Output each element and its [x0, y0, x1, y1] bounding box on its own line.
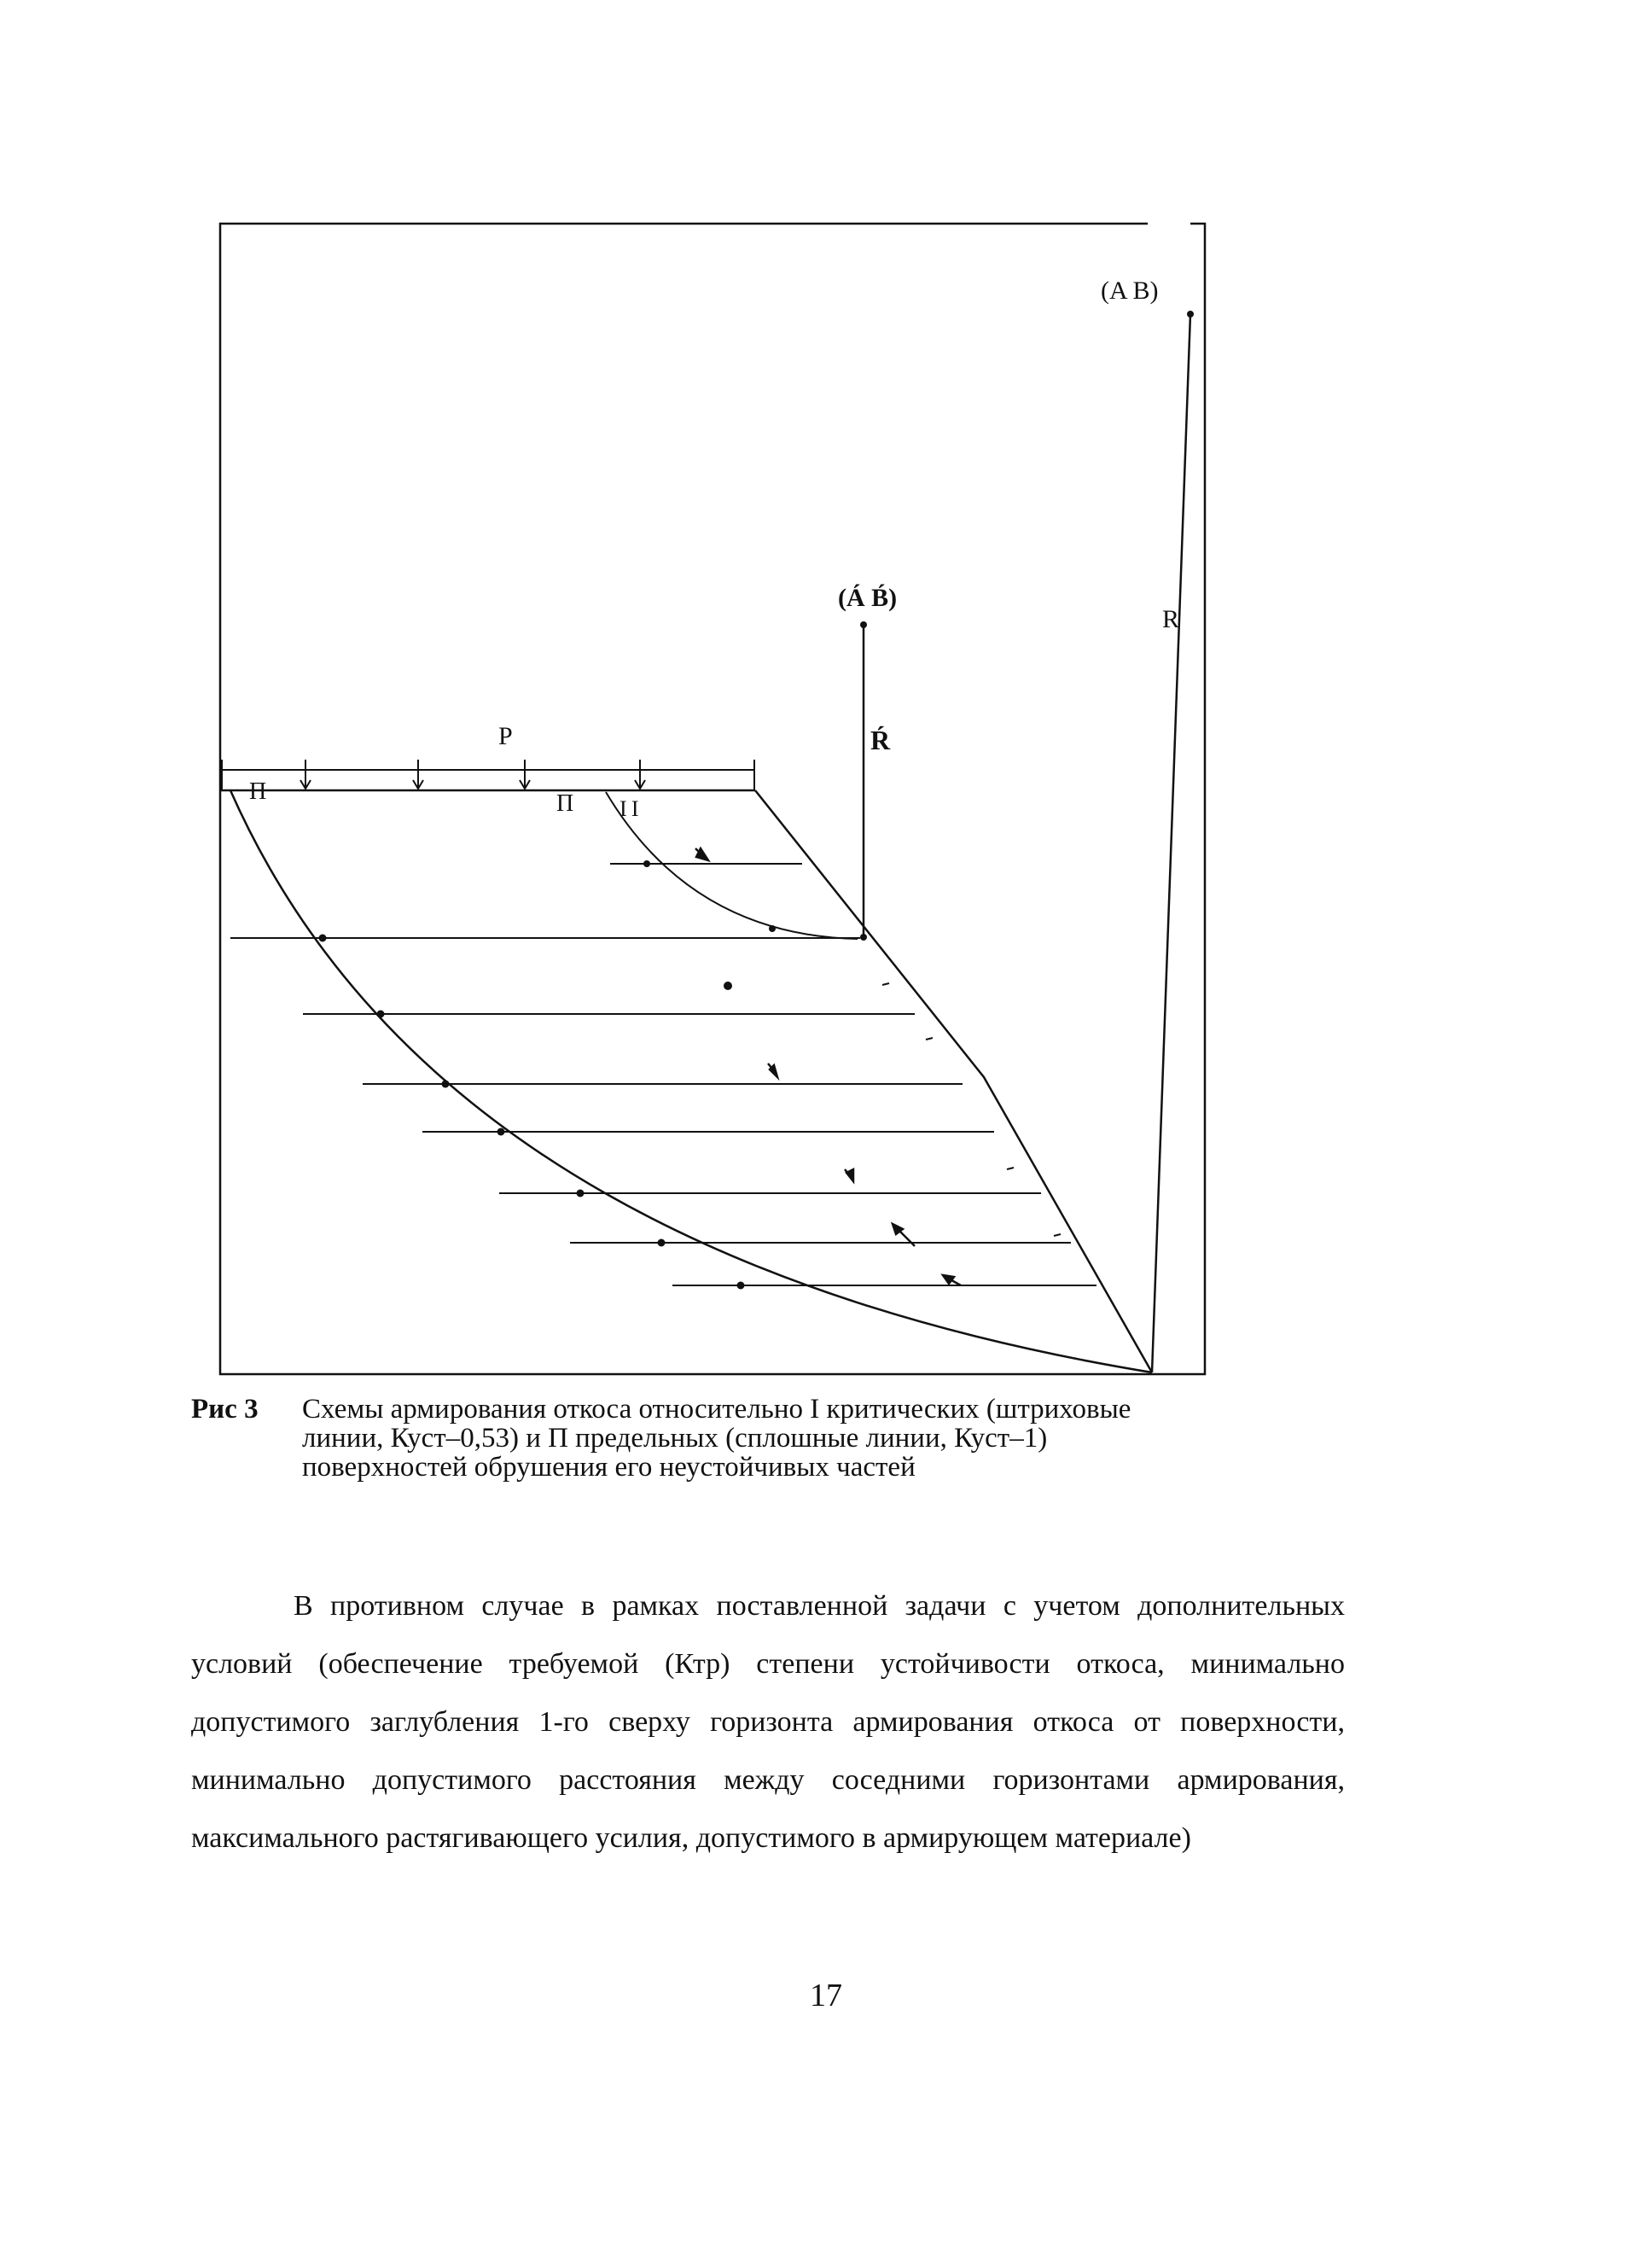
label-pi-inner: П — [556, 790, 574, 817]
force-arrows — [695, 848, 961, 1285]
caption-text: Схемы армирования откоса относительно I критических (штриховые линии, Куст–0,53) и П предельных (сплошные линии, Куст–1) поверхностей обрушения его неустойчивых частей — [302, 1394, 1131, 1483]
radius-r-line — [1152, 314, 1190, 1372]
label-ab-top: (A B) — [1101, 277, 1159, 305]
frame-border — [220, 224, 1205, 1374]
label-r-prime: Ŕ — [870, 725, 891, 755]
caption-prefix: Рис 3 — [191, 1394, 259, 1425]
label-p: P — [498, 722, 513, 750]
label-r: R — [1162, 605, 1180, 633]
label-one-inner: I I — [620, 796, 639, 821]
label-pi-left: П — [249, 778, 267, 805]
slope-reinforcement-diagram — [213, 213, 1220, 1391]
page-number: 17 — [810, 1978, 842, 2013]
paragraph: В противном случае в рамках поставленной задачи с учетом дополнительных условий (обеспечение требуемой (Ктр) степени устойчивости откоса, минимально допустимого заглубления 1-го сверху горизонта армирования откоса от поверхности, минимально допустимого расстояния между соседними горизонтами армирования, максимального растягивающего усилия, допустимого в армирующем материале) — [191, 1590, 1345, 1854]
critical-failure-surface — [606, 792, 858, 939]
body-text — [191, 1577, 1345, 1868]
label-ab-prime: (Á B́) — [838, 584, 898, 612]
intersection-points — [319, 311, 1195, 1290]
reinforcement-horizons — [230, 864, 1096, 1285]
slope-ticks — [882, 983, 1061, 1236]
load-arrows — [222, 760, 754, 790]
